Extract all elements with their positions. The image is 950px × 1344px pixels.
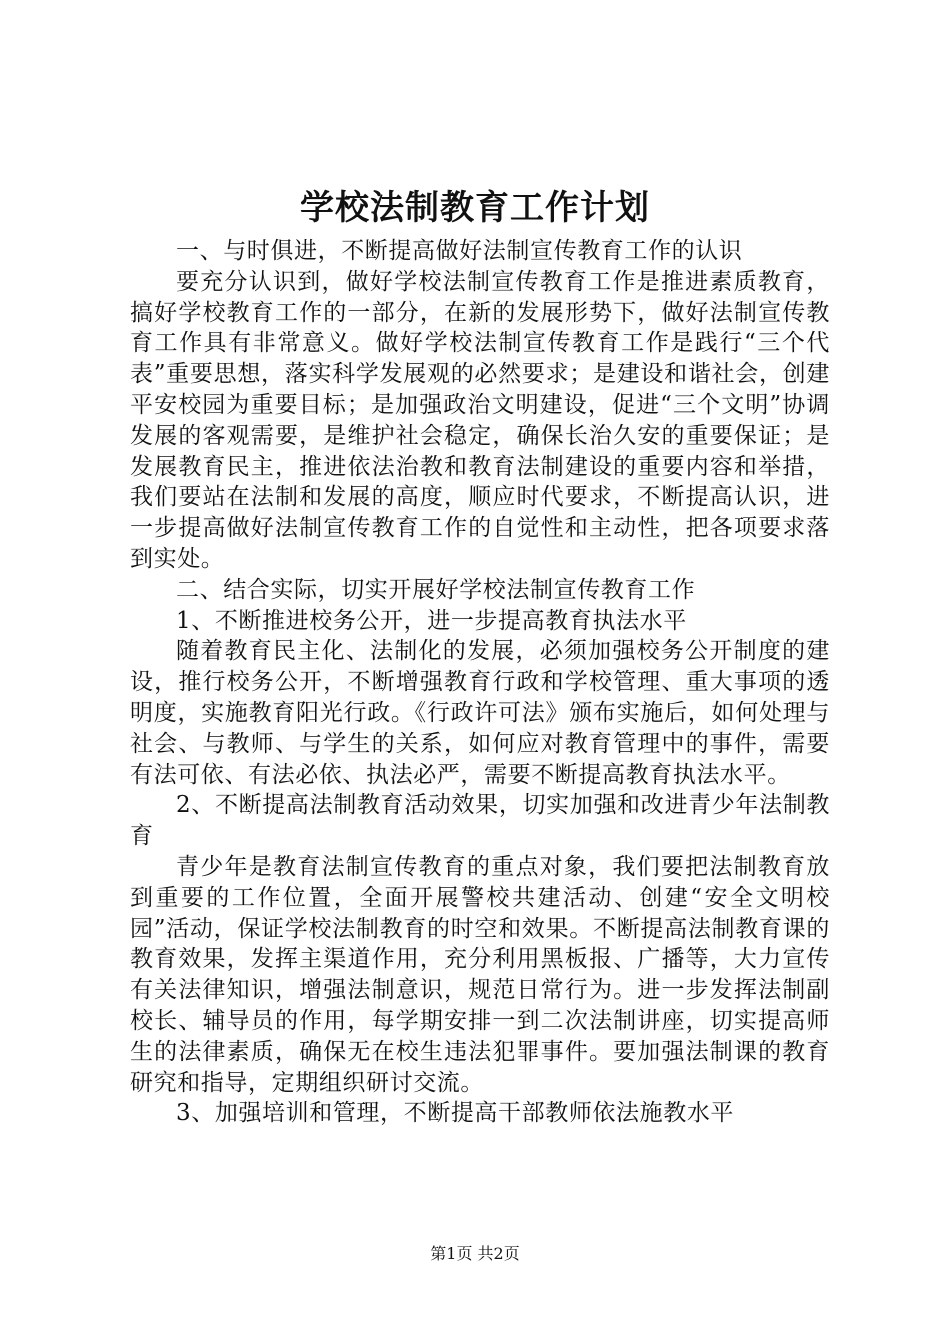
body-paragraph: 要充分认识到，做好学校法制宣传教育工作是推进素质教育，搞好学校教育工作的一部分，在新的发展形势下，做好法制宣传教育工作具有非常意义。做好学校法制宣传教育工作是践行“三个代表”重要思想，落实科学发展观的必然要求；是建设和谐社会，创建平安校园为重要目标；是加强政治文明建设，促进“三个文明”协调发展的客观需要，是维护社会稳定，确保长治久安的重要保证；是发展教育民主，推进依法治教和教育法制建设的重要内容和举措，我们要站在法制和发展的高度，顺应时代要求，不断提高认识，进一步提高做好法制宣传教育工作的自觉性和主动性，把各项要求落到实处。 [130,268,830,572]
section-heading: 二、结合实际，切实开展好学校法制宣传教育工作 [176,576,696,603]
body-paragraph: 青少年是教育法制宣传教育的重点对象，我们要把法制教育放到重要的工作位置，全面开展警校共建活动、创建“安全文明校园”活动，保证学校法制教育的时空和效果。不断提高法制教育课的教育效果，发挥主渠道作用，充分利用黑板报、广播等，大力宣传有关法律知识，增强法制意识，规范日常行为。进一步发挥法制副校长、辅导员的作用，每学期安排一到二次法制讲座，切实提高师生的法律素质，确保无在校生违法犯罪事件。要加强法制课的教育研究和指导，定期组织研讨交流。 [130,853,830,1096]
page-footer: 第1页 共2页 [430,1244,520,1263]
subsection-heading: 1、不断推进校务公开，进一步提高教育执法水平 [176,607,687,634]
section-heading: 一、与时俱进，不断提高做好法制宣传教育工作的认识 [176,238,743,264]
body-paragraph: 随着教育民主化、法制化的发展，必须加强校务公开制度的建设，推行校务公开，不断增强教育行政和学校管理、重大事项的透明度，实施教育阳光行政。《行政许可法》颁布实施后，如何处理与社会、与教师、与学生的关系，如何应对教育管理中的事件，需要有法可依、有法必依、执法必严，需要不断提高教育执法水平。 [130,638,830,788]
subsection-heading: 2、不断提高法制教育活动效果，切实加强和改进青少年法制教育 [130,792,830,850]
document-body [130,236,830,1129]
subsection-heading: 3、加强培训和管理，不断提高干部教师依法施教水平 [176,1100,735,1127]
document-title: 学校法制教育工作计划 [300,188,650,228]
